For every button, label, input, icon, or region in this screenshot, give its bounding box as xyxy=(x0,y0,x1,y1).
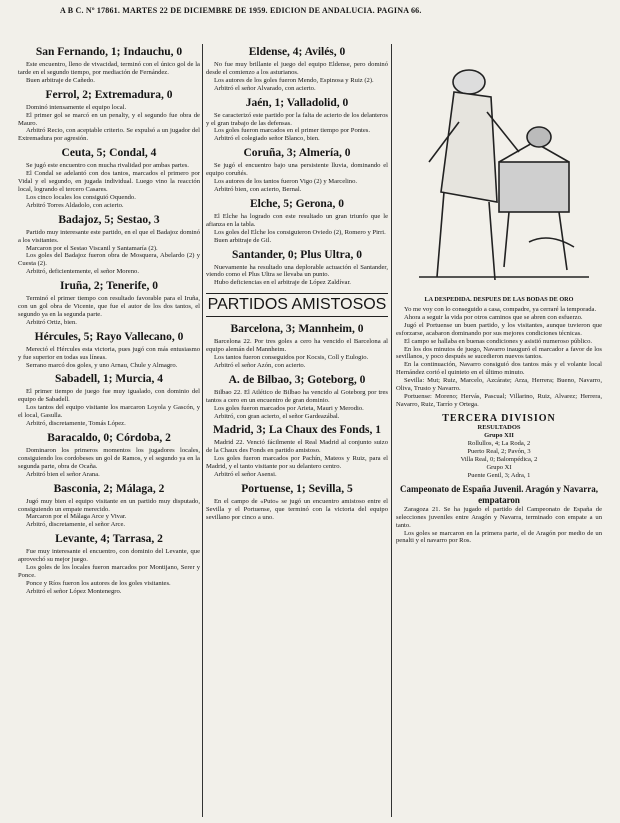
article-headline: Baracaldo, 0; Córdoba, 2 xyxy=(47,432,171,444)
column-rule xyxy=(391,44,392,817)
result-line: Rollullos, 4; La Roda, 2 xyxy=(467,439,531,447)
article-paragraph: Se jugó este encuentro con mucha rivalidad por ambas partes. xyxy=(26,162,189,170)
article-paragraph: Fue muy interesante el encuentro, con dominio del Levante, que aprovechó su mejor juego. xyxy=(18,548,200,564)
article-paragraph: Mereció el Hércules esta victoria, pues jugó con más entusiasmo y fue superior en todas sus líneas. xyxy=(18,345,200,361)
article-paragraph: El campo se hallaba en buenas condiciones y asistió numeroso público. xyxy=(404,337,593,345)
article-paragraph: Se caracterizó este partido por la falta de acierto de los delanteros y el gran trabajo de las defensas. xyxy=(206,111,388,127)
article-paragraph: Los goles fueron marcados en el primer tiempo por Pontes. xyxy=(214,127,371,135)
article-paragraph: Nuevamente ha resultado una deplorable actuación el Santander, viendo como el Plus Ultra se llevaba un punto. xyxy=(206,263,388,279)
article-paragraph: Los cinco locales los consiguió Oquendo. xyxy=(26,193,136,201)
article-paragraph: Serrano marcó dos goles, y uno Arnau, Chule y Almagro. xyxy=(26,361,178,369)
article-paragraph: Marcaron por el Málaga Arce y Vivar. xyxy=(26,513,127,521)
article-headline: Badajoz, 5; Sestao, 3 xyxy=(58,213,160,226)
article-paragraph: Partido muy interesante este partido, en el que el Badajoz dominó a los visitantes. xyxy=(18,228,200,244)
article-headline: Madrid, 3; La Chaux des Fonds, 1 xyxy=(212,424,382,437)
article-paragraph: El primer gol se marcó en un penalty, y el segundo fue obra de Mauro. xyxy=(18,111,200,127)
article-paragraph: Arbitró, discretamente, Tomás López. xyxy=(26,420,126,428)
article-paragraph: Madrid 22. Venció fácilmente el Real Madrid al conjunto suizo de la Chaux des Fonds en partido amistoso. xyxy=(206,439,388,455)
result-line: Puerto Real, 2; Pavón, 3 xyxy=(467,447,531,455)
article-headline: Ceuta, 5; Condal, 4 xyxy=(61,147,157,160)
article-paragraph: Se jugó el encuentro bajo una persistente lluvia, dominando el equipo coruñés. xyxy=(206,162,388,178)
article-paragraph: Ponce y Ríos fueron los autores de los goles visitantes. xyxy=(26,579,171,587)
results-subtitle: RESULTADOS xyxy=(477,423,521,431)
article-headline: A. de Bilbao, 3; Goteborg, 0 xyxy=(228,373,366,386)
article-paragraph: No fue muy brillante el juego del equipo Eldense, pero dominó desde el comienzo a los asturianos. xyxy=(206,61,388,76)
article-paragraph: Portuense: Moreno; Hervás, Pascual; Villarino, Ruiz, Alvarez; Herrera, Navarro, Ruiz, Tarrío y Ortega. xyxy=(396,392,602,408)
article-paragraph: Los autores de los tantos fueron Vigo (2) y Marcelino. xyxy=(214,178,358,186)
article-paragraph: Este encuentro, lleno de vivacidad, terminó con el único gol de la tarde en el segundo tiempo, por mediación de Fernández. xyxy=(18,61,200,76)
article-paragraph: En los dos minutos de juego, Navarro inauguró el marcador a favor de los sevillanos, y poco después se sucedieron nuevos tantos. xyxy=(396,345,602,361)
group-label: Grupo XII xyxy=(484,431,514,439)
article-paragraph: Arbitró Torres Aldadolo, con acierto. xyxy=(26,201,124,209)
article-paragraph: Arbitró bien, con acierto, Bernal. xyxy=(214,185,302,193)
article-paragraph: Hubo deficiencias en el arbitraje de López Zaldívar. xyxy=(214,279,351,287)
article-paragraph: Jugó muy bien el equipo visitante en un partido muy disputado, consiguiendo un empate merecido. xyxy=(18,497,200,513)
campeonato-title: Campeonato de España Juvenil. Aragón y Navarra, empataron xyxy=(399,483,598,505)
article-paragraph: Arbitró, discretamente, el señor Arce. xyxy=(26,521,126,529)
article-headline: Eldense, 4; Avilés, 0 xyxy=(248,46,346,58)
article-paragraph: Los goles del Badajoz fueron obra de Mosquera, Abelardo (2) y Cuesta (2). xyxy=(18,252,200,268)
article-paragraph: El primer tiempo de juego fue muy igualado, con dominio del equipo de Sabadell. xyxy=(18,388,200,404)
result-line: Villa Real, 0; Balompédica, 2 xyxy=(460,455,538,463)
article-paragraph: Arbitró el señor Asensi. xyxy=(214,471,277,479)
article-paragraph: Barcelona 22. Por tres goles a cero ha vencido el Barcelona al equipo alemán del Mannheim. xyxy=(206,338,388,354)
article-headline: Sabadell, 1; Murcia, 4 xyxy=(54,373,164,386)
article-headline: Iruña, 2; Tenerife, 0 xyxy=(59,280,159,293)
page-header: A B C. Nº 17861. MARTES 22 DE DICIEMBRE DE 1959. EDICION DE ANDALUCIA. PAGINA 66. xyxy=(60,6,422,15)
article-paragraph: Los goles de los locales fueron marcados por Montijano, Serer y Ponce. xyxy=(18,564,200,579)
article-paragraph: Arbitró, con gran acierto, el señor Gardeazábal. xyxy=(214,412,340,420)
article-paragraph: Arbitró el señor López Montenegro. xyxy=(26,587,122,595)
article-headline: Santander, 0; Plus Ultra, 0 xyxy=(232,248,362,261)
article-headline: Basconia, 2; Málaga, 2 xyxy=(53,482,165,495)
article-paragraph: Yo me voy con lo conseguido a casa, compadre, ya cerraré la temporada. xyxy=(404,306,597,313)
article-paragraph: El Elche ha logrado con este resultado un gran triunfo que le afianza en la tabla. xyxy=(206,212,388,228)
article-paragraph: Los goles del Elche los consiguieron Oviedo (2), Romero y Pirri. xyxy=(214,228,386,236)
article-paragraph: Los autores de los goles fueron Mendo, Espinosa y Ruiz (2). xyxy=(214,76,374,84)
article-paragraph: Terminó el primer tiempo con resultado favorable para el Iruña, con un gol obra de Vicente, que fue el autor de los dos tantos, el segundo ya en la segunda parte. xyxy=(18,295,200,318)
article-paragraph: Arbitró el señor Alvarado, con acierto. xyxy=(214,84,316,92)
article-paragraph: Arbitró el señor Azón, con acierto. xyxy=(214,361,306,369)
column-rule xyxy=(202,44,203,817)
article-paragraph: Dominó intensamente el equipo local. xyxy=(26,103,127,111)
article-paragraph: El Condal se adelantó con dos tantos, marcados el primero por Vidal y el segundo, en jugada individual. Luego vino la reacción local, logrando el tercero Casares. xyxy=(18,170,200,193)
column-left xyxy=(18,42,200,823)
article-paragraph: Ahora a seguir la vida por otros caminos que se abren con esfuerzo. xyxy=(404,313,583,321)
article-headline: Portuense, 1; Sevilla, 5 xyxy=(241,483,353,495)
article-paragraph: En el campo de «Puto» se jugó un encuentro amistoso entre el Sevilla y el Portuense, que terminó con la victoria del equipo sevillano por cinco a uno. xyxy=(206,498,388,521)
article-headline: Levante, 4; Tarrasa, 2 xyxy=(55,533,163,546)
article-paragraph: Arbitró Ortiz, bien. xyxy=(26,318,77,326)
article-paragraph: Arbitró el colegiado señor Blanco, bien. xyxy=(214,135,320,143)
article-headline: Coruña, 3; Almería, 0 xyxy=(243,147,351,160)
article-paragraph: En la continuación, Navarro consiguió dos tantos más y el volante local Hernández cortó el quinteto en el último minuto. xyxy=(396,361,602,377)
tercera-division-title: TERCERA DIVISION xyxy=(442,412,556,424)
result-line: Puente Genil, 3; Adra, 1 xyxy=(467,471,531,479)
article-headline: Elche, 5; Gerona, 0 xyxy=(249,197,345,210)
article-paragraph: Los tantos fueron conseguidos por Kocsis, Coll y Eulogio. xyxy=(214,354,369,362)
article-paragraph: Buen arbitraje de Cañedo. xyxy=(26,76,95,84)
article-paragraph: Arbitró Recio, con aceptable criterio. Se expulsó a un jugador del Extremadura por agresión. xyxy=(18,127,200,143)
article-paragraph: Los tantos del equipo visitante los marcaron Loyola y Gascón, y el local, Gasulla. xyxy=(18,404,200,420)
article-headline: San Fernando, 1; Indauchu, 0 xyxy=(35,46,183,58)
article-headline: Jaén, 1; Valladolid, 0 xyxy=(245,96,349,109)
article-paragraph: Arbitró, deficientemente, el señor Moreno. xyxy=(26,268,139,276)
section-title: PARTIDOS AMISTOSOS xyxy=(206,293,388,317)
cartoon-caption: LA DESPEDIDA. DESPUES DE LAS BODAS DE ORO xyxy=(424,296,574,303)
article-paragraph: Los goles se marcaron en la primera parte, el de Aragón por medio de un penalti y el navarro por Ros. xyxy=(396,529,602,545)
article-paragraph: Arbitró bien el señor Arana. xyxy=(26,470,100,478)
article-paragraph: Dominaron los primeros momentos los jugadores locales, consiguiendo los cordobeses un gol de Ramos, y el segundo ya en la segunda parte, obra de Ocaña. xyxy=(18,447,200,470)
column-right xyxy=(396,42,602,823)
cartoon-illustration xyxy=(399,42,599,292)
article-paragraph: Bilbao 22. El Atlético de Bilbao ha vencido al Goteborg por tres tantos a cero en un encuentro de gran dominio. xyxy=(206,388,388,404)
result-line: Grupo XI xyxy=(486,463,512,471)
column-middle xyxy=(206,42,388,823)
article-headline: Barcelona, 3; Mannheim, 0 xyxy=(230,323,364,336)
article-paragraph: Jugó el Portuense un buen partido, y los visitantes, aunque tuvieron que esforzarse, acabaron dominando por sus mejores condiciones técnicas. xyxy=(396,321,602,337)
article-headline: Ferrol, 2; Extremadura, 0 xyxy=(45,88,173,101)
article-paragraph: Los goles fueron marcados por Pachín, Mateos y Ruiz, para el Madrid, y el tanto visitante por su delantero centro. xyxy=(206,455,388,471)
article-paragraph: Sevilla: Mut; Ruiz, Marcelo, Azcárate; Arza, Herrera; Bueno, Navarro, Oliva, Trusto y Navarro. xyxy=(396,377,602,393)
article-paragraph: Buen arbitraje de Gil. xyxy=(214,236,272,244)
article-paragraph: Los goles fueron marcados por Arieta, Mauri y Merodio. xyxy=(214,404,364,412)
article-paragraph: Marcaron por el Sestao Viscanil y Santamaría (2). xyxy=(26,244,158,252)
article-headline: Hércules, 5; Rayo Vallecano, 0 xyxy=(34,330,184,343)
article-paragraph: Zaragoza 21. Se ha jugado el partido del Campeonato de España de selecciones juveniles entre Aragón y Navarra, terminado con empate a un tanto. xyxy=(396,505,602,529)
